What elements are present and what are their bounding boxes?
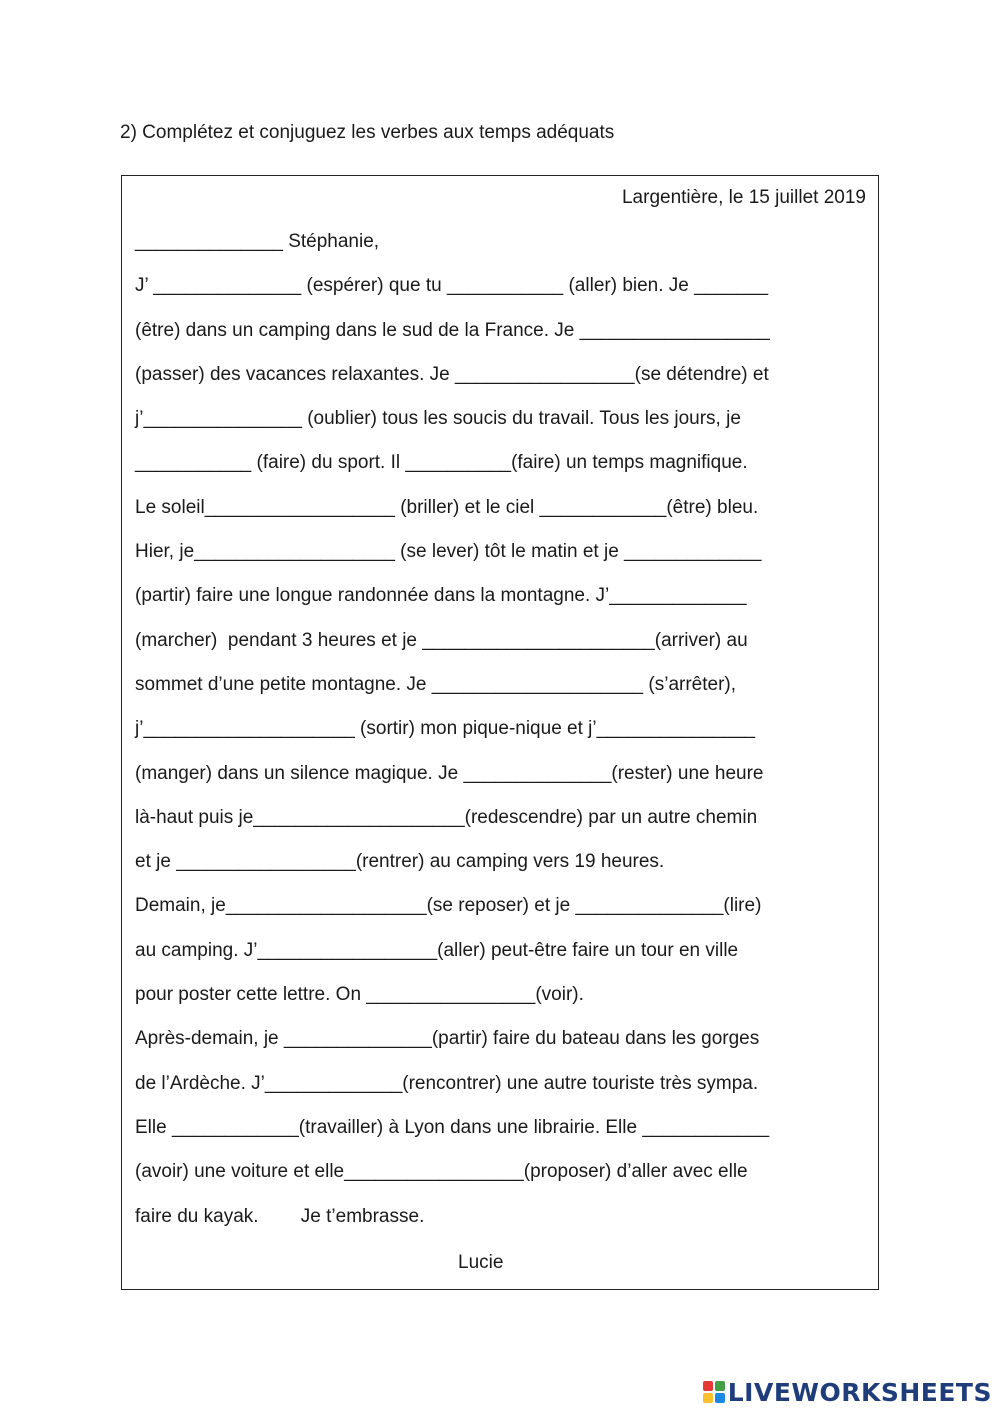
letter-line: (passer) des vacances relaxantes. Je _________________(se détendre) et — [135, 363, 769, 385]
logo-square-blue — [715, 1393, 725, 1403]
letter-signature: Lucie — [458, 1252, 504, 1273]
letter-box — [121, 175, 879, 1290]
letter-line: ___________ (faire) du sport. Il __________(faire) un temps magnifique. — [135, 452, 748, 474]
exercise-instruction: 2) Complétez et conjuguez les verbes aux temps adéquats — [120, 122, 615, 143]
letter-line: Le soleil__________________ (briller) et le ciel ____________(être) bleu. — [135, 496, 759, 518]
liveworksheets-logo-icon — [703, 1381, 725, 1403]
letter-line: Hier, je___________________ (se lever) tôt le matin et je _____________ — [135, 541, 762, 563]
letter-line: (manger) dans un silence magique. Je ______________(rester) une heure — [135, 762, 764, 784]
letter-line: ______________ Stéphanie, — [135, 231, 380, 252]
liveworksheets-brand — [703, 1377, 992, 1407]
logo-square-red — [703, 1381, 713, 1391]
letter-line: là-haut puis je____________________(redescendre) par un autre chemin — [135, 806, 758, 828]
letter-line: (être) dans un camping dans le sud de la France. Je __________________ — [135, 319, 770, 341]
letter-line: de l’Ardèche. J’_____________(rencontrer) une autre touriste très sympa. — [135, 1072, 759, 1094]
letter-line: (avoir) une voiture et elle_________________(proposer) d’aller avec elle — [135, 1161, 748, 1183]
letter-line: Après-demain, je ______________(partir) faire du bateau dans les gorges — [135, 1028, 760, 1050]
letter-line: (partir) faire une longue randonnée dans la montagne. J’_____________ — [135, 585, 747, 607]
letter-line: j’_______________ (oublier) tous les soucis du travail. Tous les jours, je — [135, 408, 741, 430]
logo-square-green — [715, 1381, 725, 1391]
letter-line: au camping. J’_________________(aller) peut-être faire un tour en ville — [135, 939, 739, 961]
letter-line: faire du kayak. Je t’embrasse. — [135, 1205, 425, 1227]
letter-line: sommet d’une petite montagne. Je ____________________ (s’arrêter), — [135, 673, 737, 695]
logo-square-yellow — [703, 1393, 713, 1403]
letter-line: Demain, je___________________(se reposer) et je ______________(lire) — [135, 895, 762, 917]
letter-line: j’____________________ (sortir) mon pique-nique et j’_______________ — [135, 718, 756, 740]
letter-date: Largentière, le 15 juillet 2019 — [621, 187, 866, 208]
letter-body — [135, 230, 865, 1249]
letter-line: Elle ____________(travailler) à Lyon dans une librairie. Elle ____________ — [135, 1116, 770, 1138]
letter-line: pour poster cette lettre. On ________________(voir). — [135, 984, 584, 1006]
brand-name: LIVEWORKSHEETS — [727, 1377, 992, 1407]
letter-line: (marcher) pendant 3 heures et je ______________________(arriver) au — [135, 629, 748, 651]
letter-line: et je _________________(rentrer) au camping vers 19 heures. — [135, 851, 665, 873]
letter-line: J’ ______________ (espérer) que tu ___________ (aller) bien. Je _______ — [135, 275, 769, 297]
